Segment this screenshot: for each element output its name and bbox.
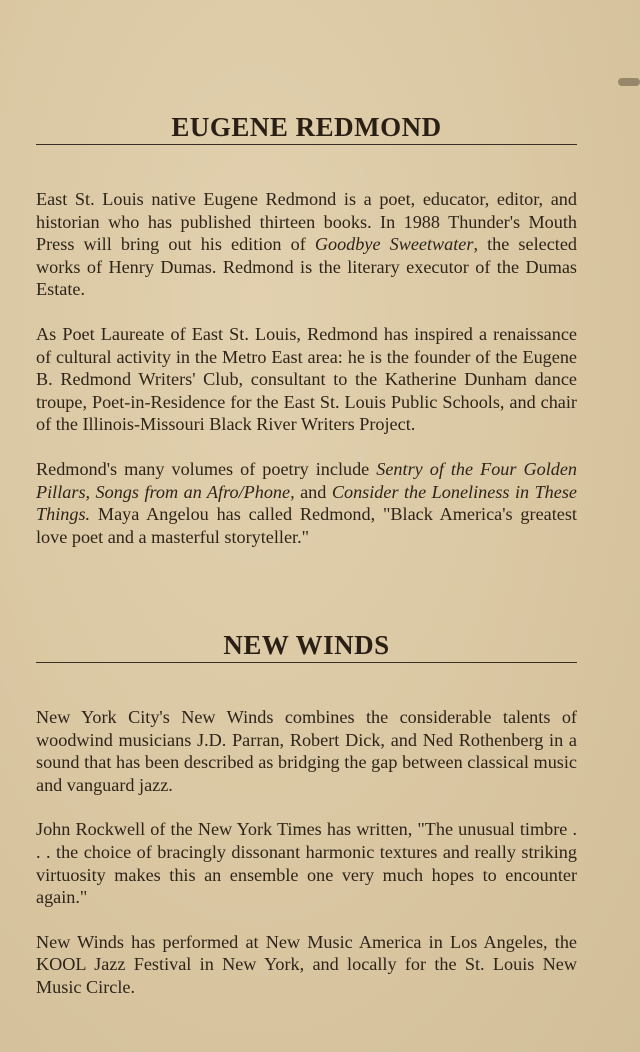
section-title: EUGENE REDMOND — [171, 112, 442, 142]
paragraph — [36, 818, 577, 908]
paragraph — [36, 323, 577, 436]
paragraph — [36, 188, 577, 301]
section-heading-wrap — [36, 630, 577, 660]
section-new-winds — [36, 630, 577, 999]
paragraph-text: East St. Louis native Eugene Redmond is a poet, educator, editor, and historian who has published thirteen books. In 1988 Thunder's Mouth Press will bring out his edition of — [36, 189, 577, 255]
paragraph — [36, 458, 577, 548]
paragraph-text: and — [294, 481, 332, 502]
section-heading-wrap — [36, 112, 577, 142]
section-eugene-redmond — [36, 112, 577, 548]
paragraph-text: , the selected works of Henry Dumas. Redmond is the literary executor of the Dumas Estate. — [36, 234, 577, 300]
heading-rule — [36, 144, 577, 145]
paragraph-text: John Rockwell of the New York Times has written, "The unusual timbre . . . the choice of bracingly dissonant harmonic textures and really striking virtuosity makes this an ensemble one very much hopes to encounter again." — [36, 819, 577, 908]
italic-title-text: Sentry of the Four Golden Pillars, Songs from an Afro/Phone, — [36, 458, 578, 502]
paragraph — [36, 706, 577, 796]
paper-speck — [618, 78, 640, 86]
paragraph-text: Redmond's many volumes of poetry include — [36, 458, 377, 479]
paragraph-text: New York City's New Winds combines the considerable talents of woodwind musicians J.D. Parran, Robert Dick, and Ned Rothenberg in a sound that has been described as bridging the gap between classical music and vanguard jazz. — [36, 707, 577, 795]
paragraph-text: Maya Angelou has called Redmond, "Black America's greatest love poet and a masterful storyteller." — [36, 504, 577, 547]
italic-title-text: Goodbye Sweetwater — [314, 234, 474, 255]
section-title: NEW WINDS — [223, 630, 390, 660]
paragraph — [36, 931, 577, 999]
heading-rule — [36, 662, 577, 663]
paragraph-text: New Winds has performed at New Music America in Los Angeles, the KOOL Jazz Festival in New York, and locally for the St. Louis New Music Circle. — [36, 931, 577, 997]
paragraph-text: As Poet Laureate of East St. Louis, Redmond has inspired a renaissance of cultural activity in the Metro East area: he is the founder of the Eugene B. Redmond Writers' Club, consultant to the Katherine Dunham dance troupe, Poet-in-Residence for the East St. Louis Public Schools, and chair of the Illinois-Missouri Black River Writers Project. — [36, 323, 577, 435]
italic-title-text: Consider the Loneliness in These Things. — [36, 481, 577, 525]
